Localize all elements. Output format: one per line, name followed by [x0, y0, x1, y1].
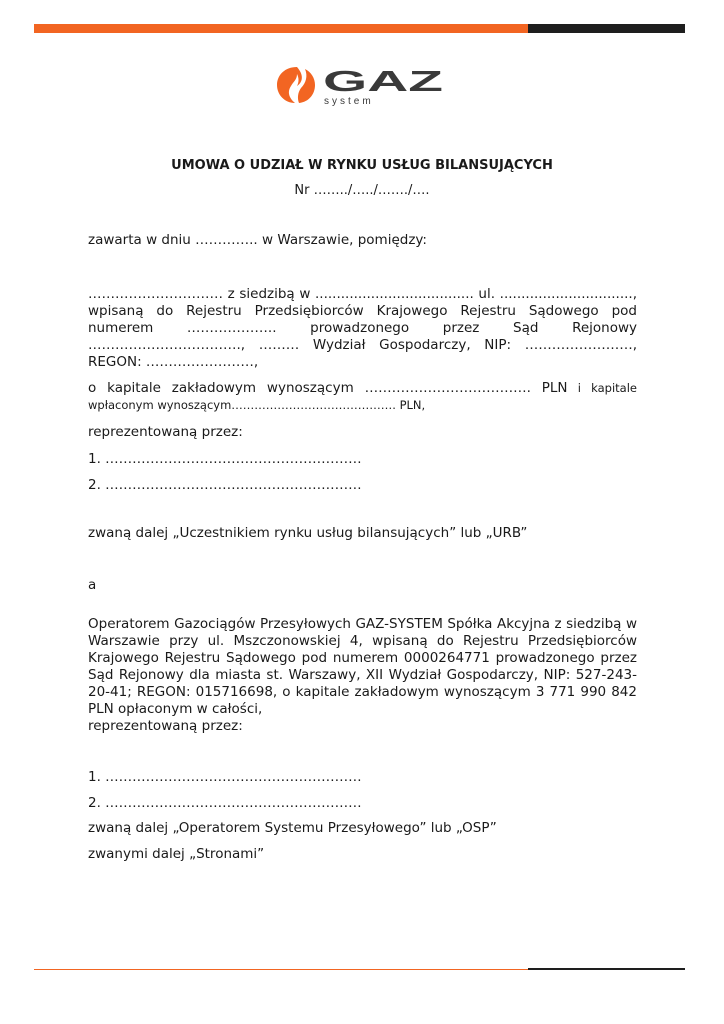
party1-capital-main: o kapitale zakładowym wynoszącym ………………………………. PLN [88, 380, 568, 396]
party1-represented: reprezentowaną przez: [88, 424, 243, 440]
party2-rep1: 1. ………………………………………………… [88, 769, 362, 785]
party2-rep2: 2. ………………………………………………… [88, 795, 362, 811]
concluded-paragraph: zawarta w dniu ………….. w Warszawie, pomiędzy: [88, 232, 427, 248]
flame-icon [277, 67, 315, 103]
parties-called: zwanymi dalej „Stronami” [88, 846, 265, 862]
party2-paragraph: Operatorem Gazociągów Przesyłowych GAZ-SYSTEM Spółka Akcyjna z siedzibą w Warszawie przy ul. Mszczonowskiej 4, wpisaną do Rejestru Przedsiębiorców Krajowego Rejestru Sądowego pod numerem 0000264771 prowadzonego przez Sąd Rejonowy dla miasta st. Warszawy, XII Wydział Gospodarczy, NIP: 527-243-20-41; REGON: 015716698, o kapitale zakładowym wynoszącym 3 771 990 842 PLN opłaconym w całości, [88, 616, 637, 717]
party1-rep2: 2. ………………………………………………… [88, 477, 362, 493]
party1-called: zwaną dalej „Uczestnikiem rynku usług bilansujących” lub „URB” [88, 525, 528, 541]
header-dark-bar [528, 24, 685, 33]
party2-represented: reprezentowaną przez: [88, 718, 243, 734]
document-title: UMOWA O UDZIAŁ W RYNKU USŁUG BILANSUJĄCYCH [171, 158, 553, 173]
and-word: a [88, 577, 97, 593]
party1-capital-small-b: wpłaconym wynoszącym……………………………………. PLN, [88, 398, 426, 412]
header-accent-bar [34, 24, 528, 33]
gaz-system-logo [275, 64, 447, 106]
party1-capital-small-a: i kapitale [567, 381, 637, 395]
party1-rep1: 1. ………………………………………………… [88, 451, 362, 467]
party1-capital-paragraph [88, 380, 637, 414]
party2-called: zwaną dalej „Operatorem Systemu Przesyłowego” lub „OSP” [88, 820, 497, 836]
footer-dark-line [528, 968, 685, 970]
contract-number: Nr ……../…../……./…. [294, 183, 430, 198]
svg-text:system: system [324, 96, 374, 106]
footer-accent-line [34, 969, 528, 970]
svg-text:GAZ: GAZ [323, 66, 443, 98]
party1-paragraph: ………………………… z siedzibą w ..................................... ul. ..............................., wpisaną do Rejestru Przedsiębiorców Krajowego Rejestru Sądowego pod numerem ……………….. prowadzonego przez Sąd Rejonowy ……………………………., ……… Wydział Gospodarczy, NIP: ……………………, REGON: ……………………, [88, 286, 637, 370]
